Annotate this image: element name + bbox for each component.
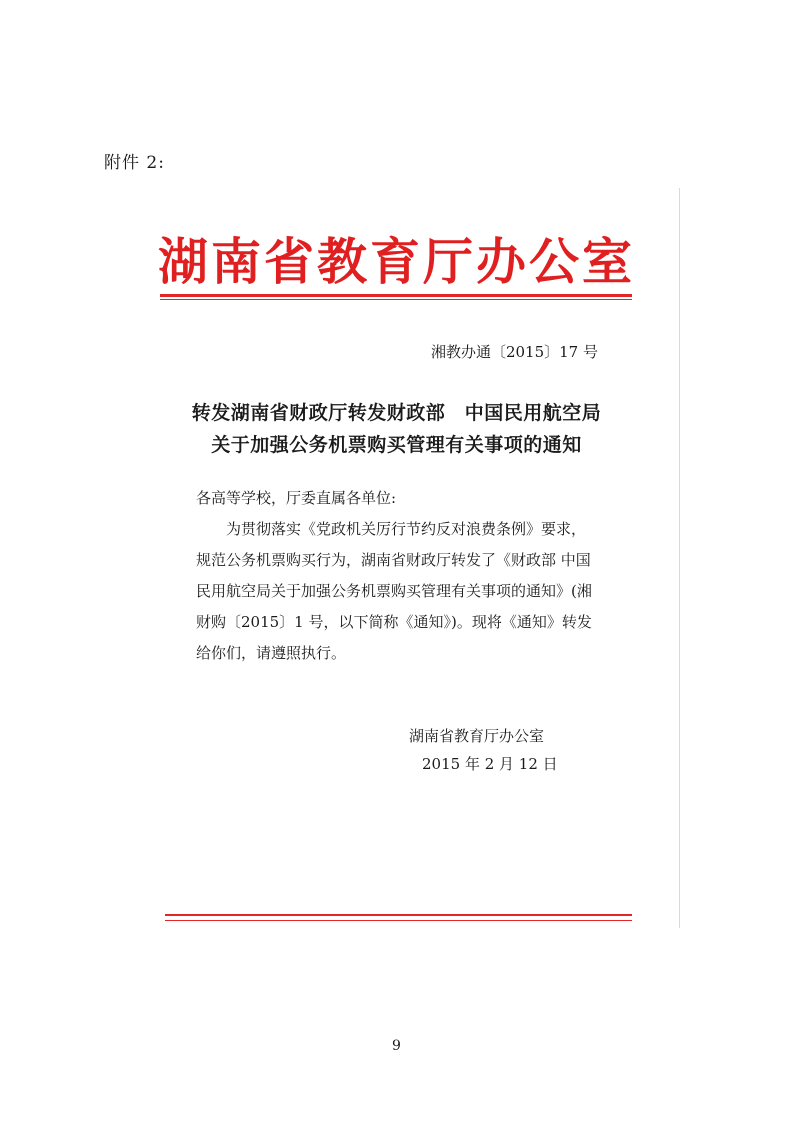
attachment-label: 附件 2:	[104, 153, 165, 173]
header-red-line-thick	[160, 294, 632, 297]
footer-red-line-thin	[165, 920, 632, 921]
footer-red-line-thick	[165, 914, 632, 916]
page-edge-line	[679, 188, 680, 928]
header-red-line-thin	[160, 299, 632, 300]
signer: 湖南省教育厅办公室	[409, 727, 545, 745]
issue-date: 2015 年 2 月 12 日	[422, 755, 558, 773]
salutation: 各高等学校，厅委直属各单位:	[196, 489, 397, 507]
body-line: 民用航空局关于加强公务机票购买管理有关事项的通知》(湘	[196, 582, 592, 600]
page-number: 9	[392, 1038, 401, 1054]
body-line: 财购〔2015〕1 号，以下简称《通知》)。现将《通知》转发	[196, 613, 592, 631]
issuer-header: 湖南省教育厅办公室	[158, 233, 635, 291]
body-line: 规范公务机票购买行为，湖南省财政厅转发了《财政部 中国	[196, 551, 591, 569]
body-line: 为贯彻落实《党政机关厉行节约反对浪费条例》要求，	[196, 520, 587, 538]
title-line-1: 转发湖南省财政厅转发财政部 中国民用航空局	[191, 402, 602, 424]
title-line-2: 关于加强公务机票购买管理有关事项的通知	[211, 434, 582, 456]
document-number: 湘教办通〔2015〕17 号	[430, 343, 598, 361]
body-line: 给你们，请遵照执行。	[196, 644, 347, 662]
